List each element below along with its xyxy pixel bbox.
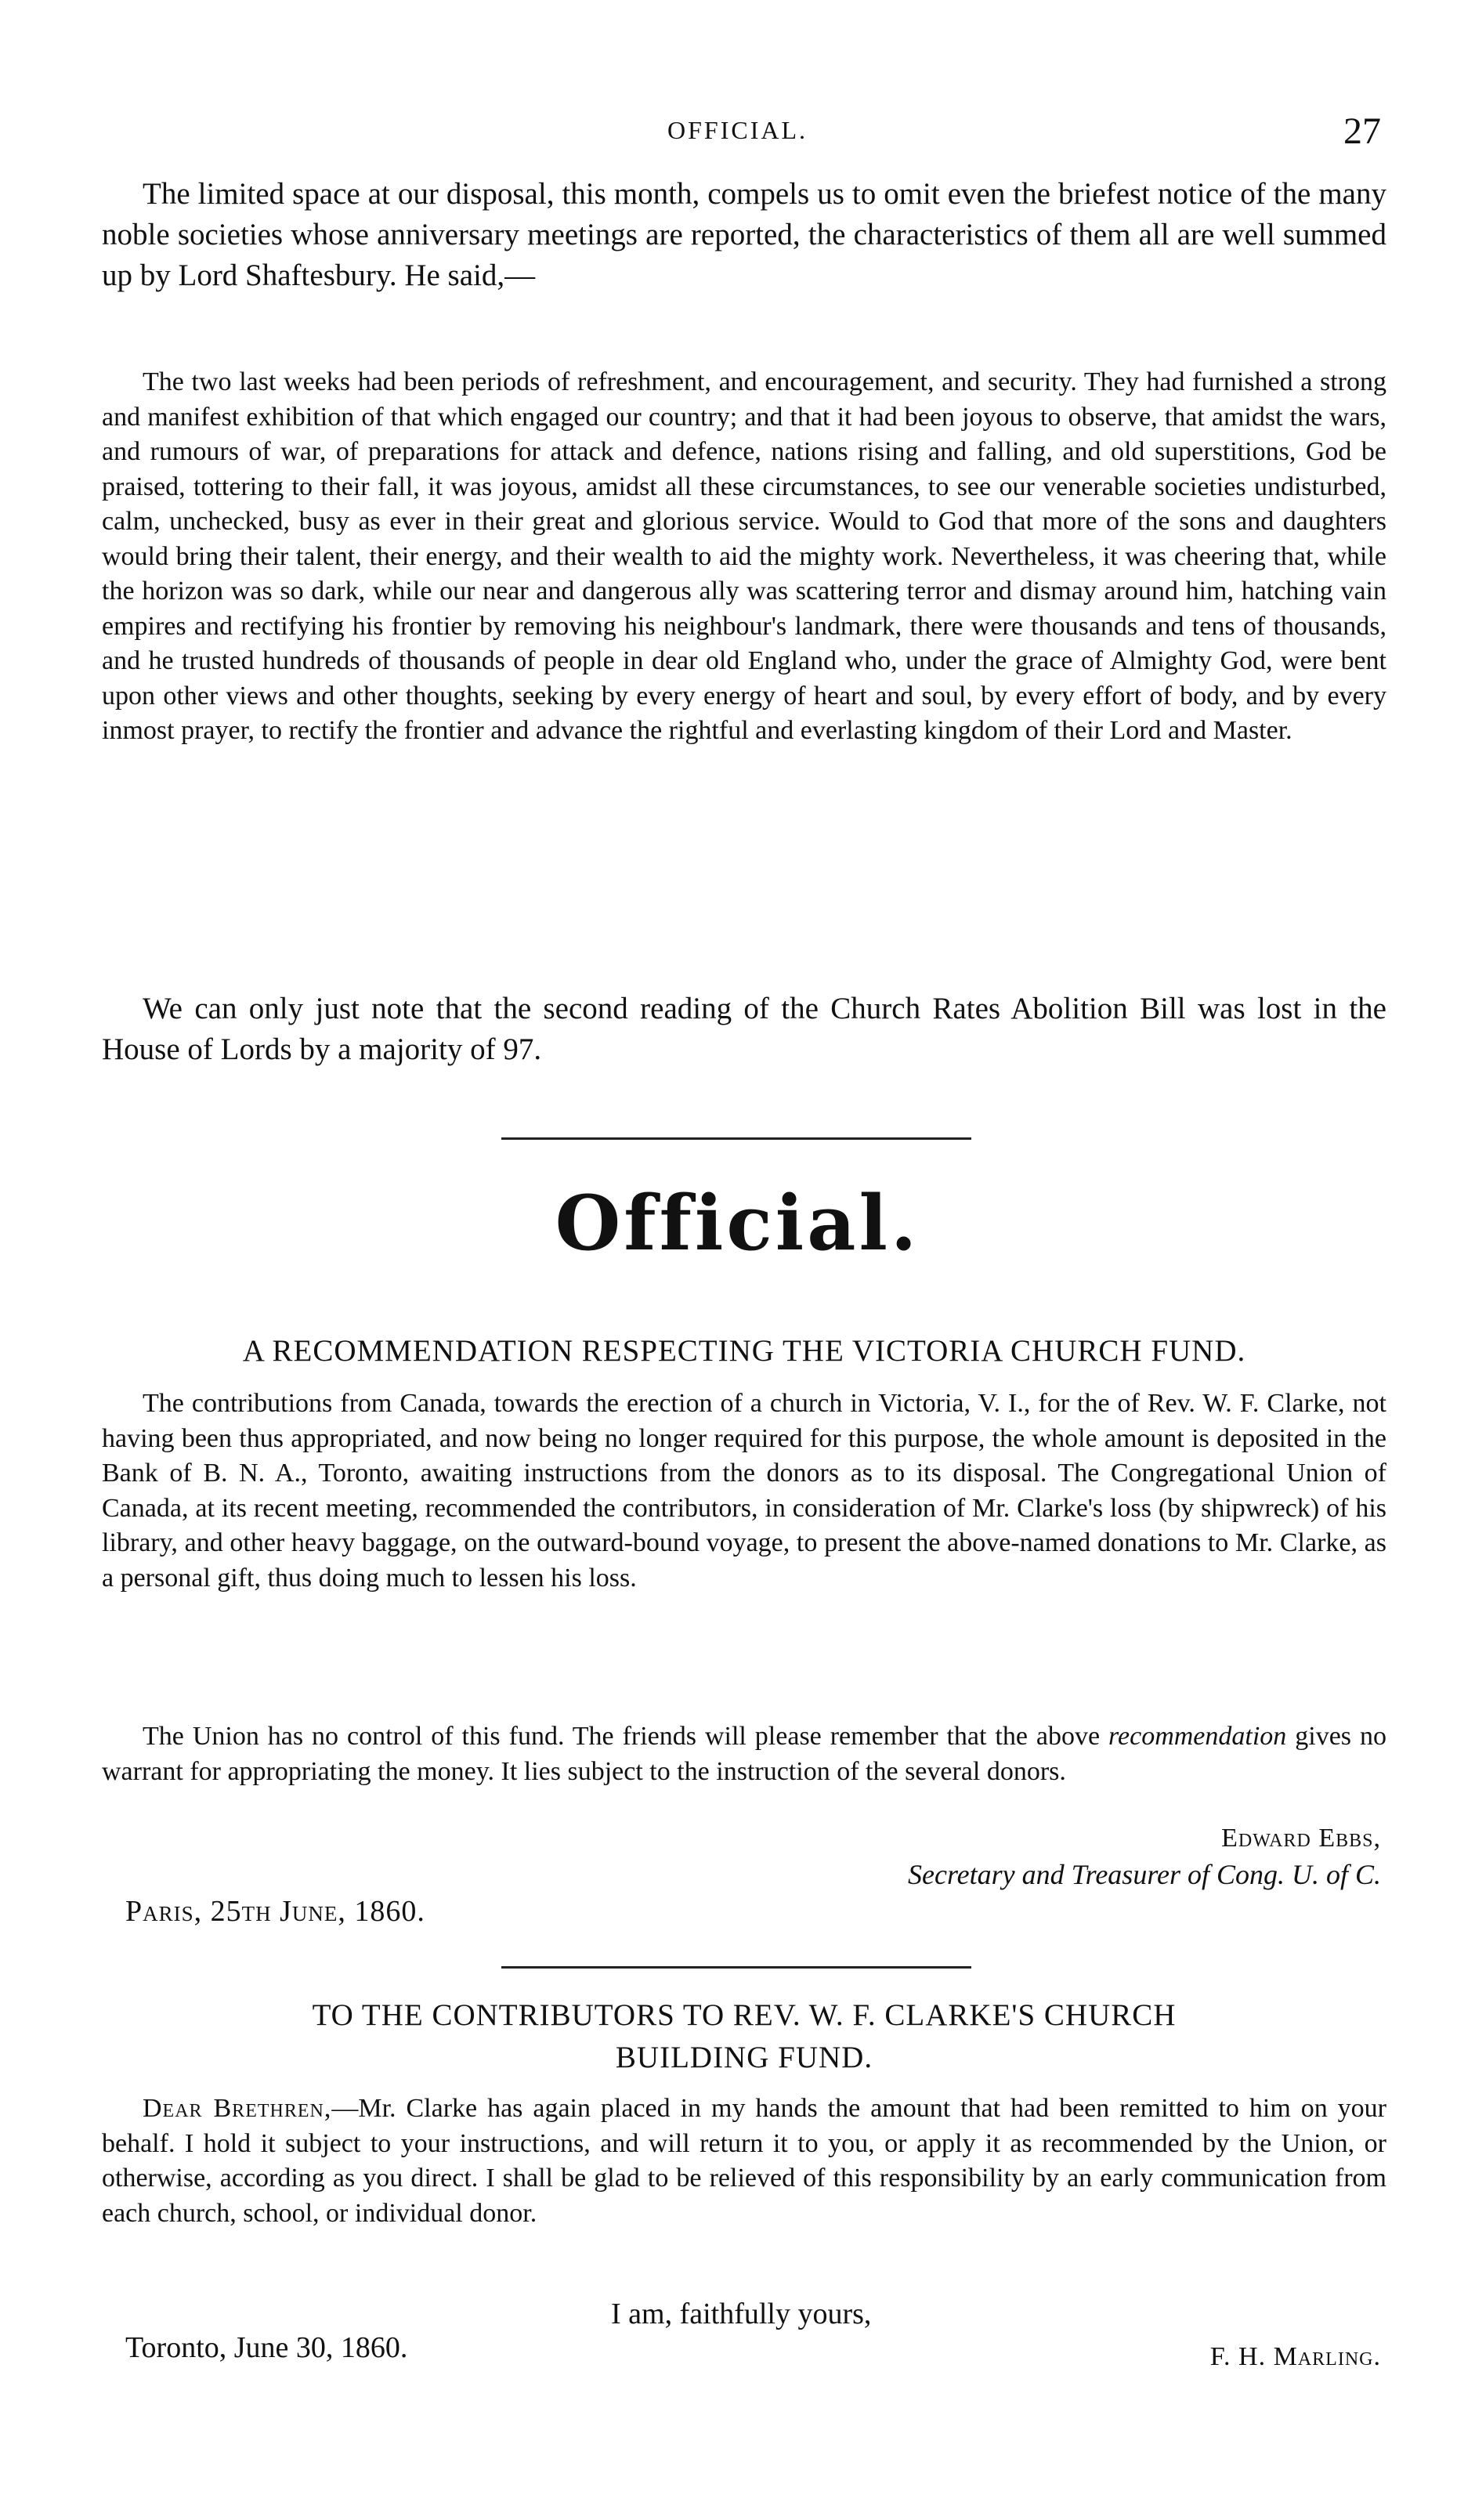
- divider-rule-2: [501, 1966, 971, 1969]
- shaftesbury-quote: The two last weeks had been periods of refreshment, and encouragement, and security. They had furnished a strong and manifest exhibition of that which engaged our country; and that it had been joyous to observe, that amidst the wars, and rumours of war, of preparations for attack and defence, nations rising and falling, and old superstitions, God be praised, tottering to their fall, it was joyous, amidst all these circumstances, to see our venerable societies undisturbed, calm, unchecked, busy as ever in their great and glorious service. Would to God that more of the sons and daughters would bring their talent, their energy, and their wealth to aid the mighty work. Nevertheless, it was cheering that, while the horizon was so dark, while our near and dangerous ally was scattering terror and dismay around him, hatching vain empires and rectifying his frontier by removing his neighbour's landmark, there were thousands and tens of thousands, and he trusted hundreds of thousands of people in dear old England who, under the grace of Almighty God, were bent upon other views and other thoughts, seeking by every energy of heart and soul, by every effort of body, and by every inmost prayer, to rectify the frontier and advance the rightful and everlasting kingdom of their Lord and Master.: [102, 367, 1386, 745]
- recommendation-dateline: Paris, 25th June, 1860.: [125, 1895, 425, 1928]
- divider-rule: [501, 1137, 971, 1140]
- letter-closing: I am, faithfully yours,: [611, 2298, 872, 2330]
- recommendation-signer-title: Secretary and Treasurer of Cong. U. of C.: [908, 1859, 1381, 1890]
- contributors-heading-line2: BUILDING FUND.: [615, 2041, 873, 2074]
- contributors-letter-body: [102, 2092, 1386, 2231]
- running-head: [0, 110, 1475, 157]
- union-note-emphasis: recommendation: [1108, 1722, 1287, 1751]
- page-number: 27: [1343, 110, 1381, 152]
- church-rates-paragraph: We can only just note that the second reading of the Church Rates Abolition Bill was lost in the House of Lords by a majority of 97.: [102, 992, 1386, 1066]
- salutation: Dear Brethren,: [143, 2094, 332, 2123]
- recommendation-signer: Edward Ebbs,: [1221, 1824, 1381, 1853]
- union-note-paragraph: [102, 1719, 1386, 1789]
- union-note-text: The Union has no control of this fund. The friends will please remember that the above: [143, 1722, 1109, 1751]
- running-head-title: OFFICIAL.: [667, 116, 808, 144]
- letter-text: —Mr. Clarke has again placed in my hands the amount that had been remitted to him on your behalf. I hold it subject to your instructions, and will return it to you, or apply it as recommended by the Union, or otherwise, according as you direct. I shall be glad to be relieved of this responsibility by an early communication from each church, school, or individual donor.: [102, 2094, 1386, 2228]
- letter-dateline: Toronto, June 30, 1860.: [125, 2331, 408, 2364]
- union-note-text-end: gives no warrant for appropriating the money. It lies subject to the instruction of the several donors.: [102, 1722, 1386, 1786]
- recommendation-heading: A RECOMMENDATION RESPECTING THE VICTORIA CHURCH FUND.: [242, 1334, 1246, 1368]
- intro-paragraph: The limited space at our disposal, this month, compels us to omit even the briefest notice of the many noble societies whose anniversary meetings are reported, the characteristics of them all are well summed up by Lord Shaftesbury. He said,—: [102, 177, 1386, 292]
- recommendation-paragraph: The contributions from Canada, towards the erection of a church in Victoria, V. I., for the of Rev. W. F. Clarke, not having been thus appropriated, and now being no longer required for this purpose, the whole amount is deposited in the Bank of B. N. A., Toronto, awaiting instructions from the donors as to its disposal. The Congregational Union of Canada, at its recent meeting, recommended the contributors, in consideration of Mr. Clarke's loss (by shipwreck) of his library, and other heavy baggage, on the outward-bound voyage, to present the above-named donations to Mr. Clarke, as a personal gift, thus doing much to lessen his loss.: [102, 1389, 1386, 1593]
- section-title: Official.: [555, 1179, 920, 1267]
- contributors-heading-line1: TO THE CONTRIBUTORS TO REV. W. F. CLARKE'S CHURCH: [312, 1998, 1177, 2032]
- letter-signer: F. H. Marling.: [1209, 2342, 1381, 2371]
